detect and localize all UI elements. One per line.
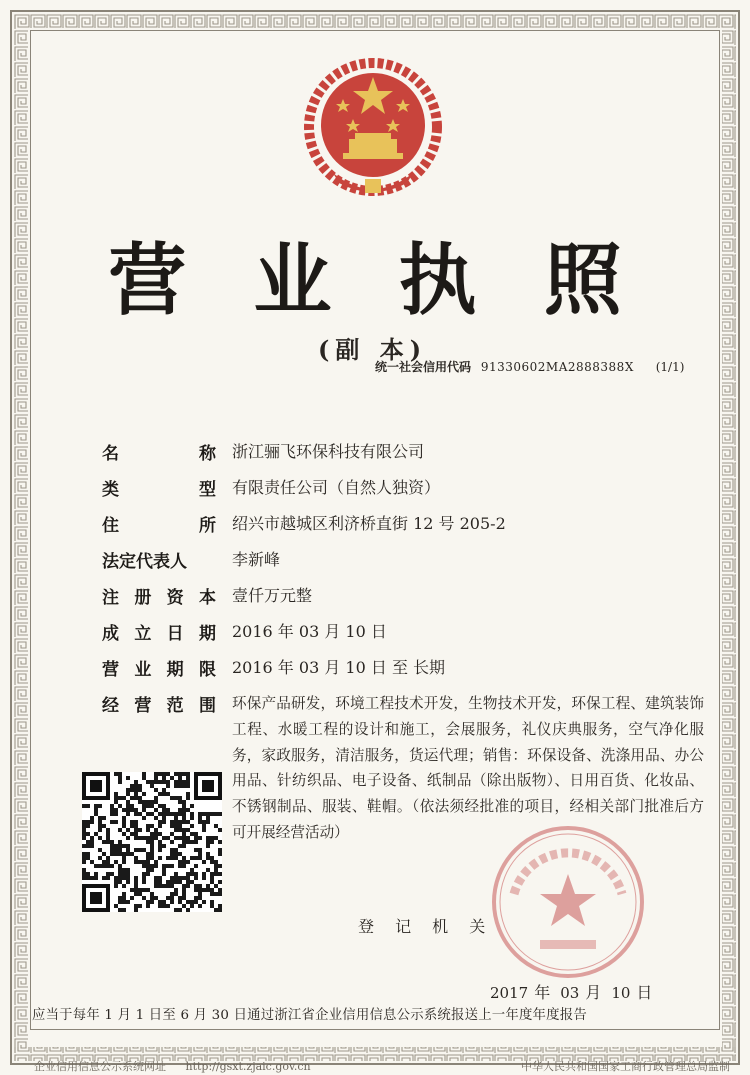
- label-char: 型: [199, 480, 216, 500]
- field-label: [102, 547, 216, 572]
- business-scope-value: 环保产品研发，环境工程技术开发，生物技术开发，环保工程、建筑装饰工程、水暖工程的设计和施工，会展服务，礼仪庆典服务，空气净化服务，家政服务，清洁服务，货运代理；销售：环保设备、洗涤用品、办公用品、针纺织品、电子设备、纸制品（除出版物）、日用百货、化妆品、不锈钢制品、服装、鞋帽。（依法须经批准的项目，经相关部门批准后方可开展经营活动）: [232, 695, 704, 841]
- footer-bar: [20, 1054, 730, 1075]
- issue-date: [488, 980, 660, 1003]
- national-emblem-icon: [303, 55, 443, 205]
- document-subtitle: (副 本): [318, 335, 428, 364]
- registration-authority: 登 记 机 关: [358, 917, 494, 936]
- label-char: 经: [102, 696, 119, 716]
- footer-right-text: 中华人民共和国国家工商行政管理总局监制: [521, 1060, 730, 1073]
- company-type-value: 有限责任公司（自然人独资）: [232, 478, 441, 497]
- registered-capital-value: 壹仟万元整: [232, 586, 313, 605]
- label-char: 日: [166, 624, 184, 644]
- field-business-term: [102, 651, 702, 687]
- field-legal-representative: [102, 543, 702, 579]
- issue-year: 2017: [490, 984, 529, 1002]
- page-indicator: (1/1): [655, 360, 685, 374]
- business-term-value: 2016 年 03 月 10 日 至 长期: [232, 658, 446, 677]
- label-char: 住: [102, 516, 119, 536]
- label-char: 期: [198, 624, 216, 644]
- credit-code-label: 统一社会信用代码: [375, 360, 472, 374]
- label-char: 营: [134, 696, 152, 716]
- label-char: 限: [198, 660, 216, 680]
- field-name: [102, 435, 702, 471]
- label-char: 范: [166, 696, 184, 716]
- credit-code-value: 91330602MA2888388X: [480, 360, 634, 374]
- document-title: 营 业 执 照: [108, 236, 642, 326]
- footer-url-link[interactable]: http://gsxt.zjaic.gov.cn: [185, 1060, 311, 1073]
- label-char: 成: [102, 624, 119, 644]
- label-char: 名: [102, 444, 119, 464]
- credit-code-row: [375, 358, 684, 375]
- year-unit: 年: [534, 983, 551, 1002]
- month-unit: 月: [585, 983, 602, 1002]
- label-char: 注: [102, 588, 119, 608]
- label-char: 营: [102, 660, 119, 680]
- annual-report-notice: 应当于每年 1 月 1 日至 6 月 30 日通过浙江省企业信用信息公示系统报送上一年度年度报告: [32, 1008, 587, 1023]
- label-char: 所: [199, 516, 216, 536]
- address-value: 绍兴市越城区利济桥直街 12 号 205-2: [232, 514, 506, 533]
- issue-day: 10: [611, 984, 631, 1002]
- field-established-date: [102, 615, 702, 651]
- established-date-value: 2016 年 03 月 10 日: [232, 622, 387, 641]
- field-label: [102, 511, 216, 536]
- label-char: 围: [198, 696, 216, 716]
- field-label: [102, 619, 216, 644]
- field-label: [102, 583, 216, 608]
- legal-representative-value: 李新峰: [232, 550, 281, 569]
- field-label: [102, 691, 216, 716]
- footer-left: [34, 1058, 311, 1074]
- label-text: 法定代表人: [102, 552, 187, 572]
- official-seal-icon: [488, 822, 648, 982]
- label-char: 称: [199, 444, 216, 464]
- label-char: 本: [198, 588, 216, 608]
- field-type: [102, 471, 702, 507]
- label-char: 类: [102, 480, 119, 500]
- label-char: 业: [134, 660, 152, 680]
- field-label: [102, 439, 216, 464]
- field-label: [102, 655, 216, 680]
- label-char: 册: [134, 588, 152, 608]
- field-address: [102, 507, 702, 543]
- issue-month: 03: [560, 984, 580, 1002]
- field-label: [102, 475, 216, 500]
- qr-code[interactable]: [82, 772, 222, 912]
- label-char: 立: [134, 624, 152, 644]
- field-registered-capital: [102, 579, 702, 615]
- label-char: 期: [166, 660, 184, 680]
- company-name-value: 浙江骊飞环保科技有限公司: [232, 442, 425, 461]
- footer-left-text: 企业信用信息公示系统网址: [34, 1060, 166, 1073]
- day-unit: 日: [636, 983, 653, 1002]
- label-char: 资: [166, 588, 184, 608]
